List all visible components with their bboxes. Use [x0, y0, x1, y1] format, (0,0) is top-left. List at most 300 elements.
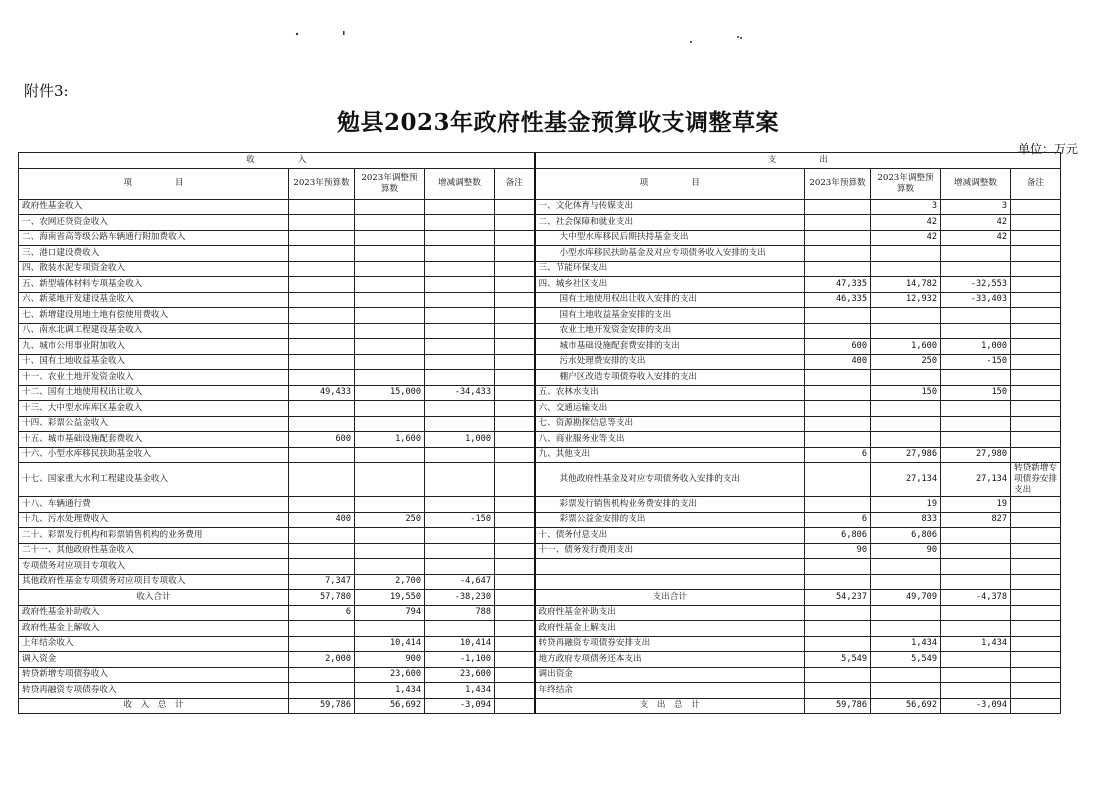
income-change-cell: -1,100: [425, 652, 495, 668]
income-item-cell: 上年结余收入: [19, 636, 289, 652]
income-change-cell: -38,230: [425, 590, 495, 606]
table-row: [19, 559, 1061, 575]
income-item-cell: 十四、彩票公益金收入: [19, 416, 289, 432]
table-row: [19, 432, 1061, 448]
income-item-cell: 收入合计: [19, 590, 289, 606]
table-row: [19, 292, 1061, 308]
expense-budget-cell: 59,786: [805, 698, 871, 714]
expense-adjusted-cell: 14,782: [871, 277, 941, 293]
income-adjusted-cell: 19,550: [355, 590, 425, 606]
expense-budget-cell: 600: [805, 339, 871, 355]
expense-note-cell: [1011, 636, 1061, 652]
income-change-header: 增减调整数: [425, 168, 495, 199]
income-change-cell: [425, 323, 495, 339]
expense-change-cell: [941, 370, 1011, 386]
expense-note-cell: [1011, 605, 1061, 621]
expense-item-cell: 十、债务付息支出: [535, 528, 805, 544]
income-note-cell: [495, 308, 535, 324]
expense-note-cell: [1011, 683, 1061, 699]
expense-budget-cell: [805, 432, 871, 448]
income-change-cell: -34,433: [425, 385, 495, 401]
expense-change-cell: 150: [941, 385, 1011, 401]
table-row: [19, 605, 1061, 621]
expense-note-cell: [1011, 354, 1061, 370]
expense-adjusted-cell: [871, 432, 941, 448]
expense-item-cell: 地方政府专项债务还本支出: [535, 652, 805, 668]
table-row: [19, 497, 1061, 513]
expense-change-cell: 1,000: [941, 339, 1011, 355]
income-note-cell: [495, 432, 535, 448]
income-change-cell: [425, 308, 495, 324]
expense-change-header: 增减调整数: [941, 168, 1011, 199]
table-row: [19, 385, 1061, 401]
expense-adjusted-cell: 1,600: [871, 339, 941, 355]
income-change-cell: [425, 621, 495, 637]
expense-change-cell: [941, 416, 1011, 432]
income-change-cell: 1,000: [425, 432, 495, 448]
expense-change-cell: 42: [941, 230, 1011, 246]
income-note-cell: [495, 416, 535, 432]
table-row: [19, 246, 1061, 262]
table-row: [19, 277, 1061, 293]
expense-note-cell: [1011, 370, 1061, 386]
annex-label: 附件3:: [24, 82, 69, 100]
income-header: 收 入: [19, 153, 535, 169]
expense-budget-cell: [805, 199, 871, 215]
expense-note-cell: [1011, 447, 1061, 463]
expense-budget-cell: [805, 667, 871, 683]
expense-budget-cell: [805, 497, 871, 513]
expense-item-cell: [535, 559, 805, 575]
income-adjusted-cell: 1,600: [355, 432, 425, 448]
expense-note-cell: [1011, 199, 1061, 215]
income-note-cell: [495, 447, 535, 463]
income-adjusted-cell: [355, 246, 425, 262]
expense-item-cell: 六、交通运输支出: [535, 401, 805, 417]
income-note-cell: [495, 463, 535, 497]
income-item-cell: 七、新增建设用地土地有偿使用费收入: [19, 308, 289, 324]
income-note-cell: [495, 497, 535, 513]
expense-change-cell: 1,434: [941, 636, 1011, 652]
income-item-cell: 收 入 总 计: [19, 698, 289, 714]
expense-adjusted-cell: 90: [871, 543, 941, 559]
expense-budget-cell: [805, 636, 871, 652]
table-row: [19, 543, 1061, 559]
income-change-cell: [425, 559, 495, 575]
income-change-cell: [425, 339, 495, 355]
expense-change-cell: 27,134: [941, 463, 1011, 497]
income-budget-cell: [289, 416, 355, 432]
expense-adjusted-cell: [871, 605, 941, 621]
expense-change-cell: 19: [941, 497, 1011, 513]
income-item-cell: 十九、污水处理费收入: [19, 512, 289, 528]
expense-note-cell: [1011, 574, 1061, 590]
income-budget-cell: [289, 636, 355, 652]
expense-change-cell: -33,403: [941, 292, 1011, 308]
income-note-cell: [495, 385, 535, 401]
expense-budget-cell: [805, 261, 871, 277]
expense-budget-cell: 46,335: [805, 292, 871, 308]
income-budget-cell: [289, 230, 355, 246]
income-note-cell: [495, 590, 535, 606]
table-row: [19, 447, 1061, 463]
expense-item-cell: 国有土地使用权出让收入安排的支出: [535, 292, 805, 308]
expense-change-cell: [941, 621, 1011, 637]
expense-adjusted-cell: 6,806: [871, 528, 941, 544]
income-adjusted-cell: [355, 559, 425, 575]
income-adjusted-cell: 900: [355, 652, 425, 668]
expense-adjusted-cell: [871, 621, 941, 637]
income-adjusted-cell: [355, 621, 425, 637]
expense-adjusted-cell: 150: [871, 385, 941, 401]
income-budget-cell: [289, 447, 355, 463]
income-budget-cell: [289, 528, 355, 544]
expense-adjusted-cell: [871, 370, 941, 386]
expense-item-cell: 彩票发行销售机构业务费安排的支出: [535, 497, 805, 513]
income-note-cell: [495, 621, 535, 637]
expense-adjusted-header: 2023年调整预算数: [871, 168, 941, 199]
expense-budget-cell: [805, 605, 871, 621]
table-row: [19, 698, 1061, 714]
income-note-cell: [495, 323, 535, 339]
expense-note-cell: [1011, 528, 1061, 544]
expense-note-cell: [1011, 667, 1061, 683]
expense-note-cell: [1011, 215, 1061, 231]
expense-note-cell: [1011, 230, 1061, 246]
income-budget-cell: [289, 246, 355, 262]
income-item-header: 项 目: [19, 168, 289, 199]
expense-change-cell: [941, 652, 1011, 668]
expense-item-header: 项 目: [535, 168, 805, 199]
table-row: [19, 590, 1061, 606]
table-row: [19, 667, 1061, 683]
expense-note-cell: [1011, 339, 1061, 355]
table-row: [19, 683, 1061, 699]
expense-note-cell: [1011, 277, 1061, 293]
expense-budget-cell: [805, 463, 871, 497]
income-budget-cell: 600: [289, 432, 355, 448]
expense-note-cell: [1011, 292, 1061, 308]
income-item-cell: 十五、城市基础设施配套费收入: [19, 432, 289, 448]
income-note-cell: [495, 370, 535, 386]
expense-adjusted-cell: 833: [871, 512, 941, 528]
income-note-cell: [495, 401, 535, 417]
expense-adjusted-cell: 5,549: [871, 652, 941, 668]
income-adjusted-cell: [355, 543, 425, 559]
expense-note-cell: [1011, 512, 1061, 528]
income-budget-cell: [289, 667, 355, 683]
expense-budget-cell: 6: [805, 512, 871, 528]
income-note-cell: [495, 528, 535, 544]
expense-item-cell: 二、社会保障和就业支出: [535, 215, 805, 231]
expense-adjusted-cell: [871, 559, 941, 575]
income-item-cell: 五、新型墙体材料专项基金收入: [19, 277, 289, 293]
expense-item-cell: 九、其他支出: [535, 447, 805, 463]
expense-item-cell: 彩票公益金安排的支出: [535, 512, 805, 528]
income-item-cell: 六、新菜地开发建设基金收入: [19, 292, 289, 308]
expense-item-cell: 小型水库移民扶助基金及对应专项债务收入安排的支出: [535, 246, 805, 262]
income-budget-cell: 2,000: [289, 652, 355, 668]
expense-item-cell: 三、节能环保支出: [535, 261, 805, 277]
table-row: [19, 339, 1061, 355]
expense-adjusted-cell: [871, 574, 941, 590]
income-item-cell: 二十一、其他政府性基金收入: [19, 543, 289, 559]
expense-header: 支 出: [535, 153, 1061, 169]
expense-item-cell: 国有土地收益基金安排的支出: [535, 308, 805, 324]
expense-note-cell: [1011, 652, 1061, 668]
income-budget-cell: 7,347: [289, 574, 355, 590]
expense-budget-cell: 400: [805, 354, 871, 370]
income-adjusted-cell: [355, 277, 425, 293]
expense-note-cell: [1011, 621, 1061, 637]
expense-change-cell: 27,980: [941, 447, 1011, 463]
expense-adjusted-cell: [871, 308, 941, 324]
expense-adjusted-cell: 250: [871, 354, 941, 370]
income-item-cell: 二、海南省高等级公路车辆通行附加费收入: [19, 230, 289, 246]
income-adjusted-header: 2023年调整预算数: [355, 168, 425, 199]
table-row: [19, 512, 1061, 528]
income-note-cell: [495, 339, 535, 355]
income-note-cell: [495, 543, 535, 559]
expense-adjusted-cell: [871, 323, 941, 339]
income-budget-cell: [289, 497, 355, 513]
income-budget-cell: [289, 683, 355, 699]
expense-adjusted-cell: 19: [871, 497, 941, 513]
expense-change-cell: [941, 323, 1011, 339]
income-item-cell: 十七、国家重大水利工程建设基金收入: [19, 463, 289, 497]
expense-note-cell: [1011, 543, 1061, 559]
income-adjusted-cell: [355, 230, 425, 246]
expense-item-cell: 转贷再融资专项债券安排支出: [535, 636, 805, 652]
expense-budget-cell: 5,549: [805, 652, 871, 668]
income-budget-cell: [289, 199, 355, 215]
income-adjusted-cell: [355, 447, 425, 463]
income-budget-cell: [289, 559, 355, 575]
expense-budget-cell: [805, 416, 871, 432]
expense-adjusted-cell: [871, 683, 941, 699]
income-item-cell: 十三、大中型水库库区基金收入: [19, 401, 289, 417]
income-item-cell: 九、城市公用事业附加收入: [19, 339, 289, 355]
expense-item-cell: 政府性基金补助支出: [535, 605, 805, 621]
income-change-cell: [425, 261, 495, 277]
expense-change-cell: 42: [941, 215, 1011, 231]
income-note-cell: [495, 199, 535, 215]
expense-budget-cell: [805, 246, 871, 262]
income-adjusted-cell: 794: [355, 605, 425, 621]
income-adjusted-cell: [355, 401, 425, 417]
income-change-cell: [425, 354, 495, 370]
income-item-cell: 政府性基金上解收入: [19, 621, 289, 637]
income-adjusted-cell: 1,434: [355, 683, 425, 699]
expense-item-cell: [535, 574, 805, 590]
expense-change-cell: -3,094: [941, 698, 1011, 714]
income-change-cell: [425, 401, 495, 417]
income-budget-cell: [289, 401, 355, 417]
income-note-cell: [495, 683, 535, 699]
expense-budget-cell: [805, 574, 871, 590]
expense-budget-cell: 6: [805, 447, 871, 463]
income-change-cell: 788: [425, 605, 495, 621]
expense-adjusted-cell: 3: [871, 199, 941, 215]
income-adjusted-cell: [355, 199, 425, 215]
expense-item-cell: 污水处理费安排的支出: [535, 354, 805, 370]
income-change-cell: [425, 277, 495, 293]
income-item-cell: 转贷新增专项债券收入: [19, 667, 289, 683]
table-row: [19, 199, 1061, 215]
expense-adjusted-cell: 42: [871, 215, 941, 231]
income-note-cell: [495, 292, 535, 308]
expense-change-cell: [941, 261, 1011, 277]
expense-change-cell: [941, 308, 1011, 324]
income-note-cell: [495, 246, 535, 262]
income-note-cell: [495, 636, 535, 652]
expense-change-cell: 3: [941, 199, 1011, 215]
expense-item-cell: 一、文化体育与传媒支出: [535, 199, 805, 215]
income-note-header: 备注: [495, 168, 535, 199]
expense-budget-cell: 54,237: [805, 590, 871, 606]
expense-change-cell: -150: [941, 354, 1011, 370]
budget-table: [18, 152, 1061, 714]
expense-budget-cell: 6,806: [805, 528, 871, 544]
income-adjusted-cell: 10,414: [355, 636, 425, 652]
income-budget-cell: 6: [289, 605, 355, 621]
expense-item-cell: 城市基础设施配套费安排的支出: [535, 339, 805, 355]
expense-change-cell: [941, 246, 1011, 262]
expense-note-cell: [1011, 698, 1061, 714]
income-note-cell: [495, 652, 535, 668]
income-item-cell: 十二、国有土地使用权出让收入: [19, 385, 289, 401]
income-note-cell: [495, 277, 535, 293]
table-row: [19, 652, 1061, 668]
income-item-cell: 十六、小型水库移民扶助基金收入: [19, 447, 289, 463]
expense-budget-cell: [805, 370, 871, 386]
expense-note-cell: [1011, 401, 1061, 417]
income-item-cell: 四、散装水泥专项资金收入: [19, 261, 289, 277]
expense-item-cell: 政府性基金上解支出: [535, 621, 805, 637]
expense-item-cell: 十一、债务发行费用支出: [535, 543, 805, 559]
income-budget-cell: 59,786: [289, 698, 355, 714]
income-adjusted-cell: [355, 339, 425, 355]
income-note-cell: [495, 559, 535, 575]
expense-note-cell: [1011, 261, 1061, 277]
income-change-cell: [425, 230, 495, 246]
expense-item-cell: 棚户区改造专项债券收入安排的支出: [535, 370, 805, 386]
income-change-cell: [425, 497, 495, 513]
table-row: [19, 261, 1061, 277]
income-adjusted-cell: [355, 528, 425, 544]
expense-item-cell: 其他政府性基金及对应专项债务收入安排的支出: [535, 463, 805, 497]
table-row: [19, 215, 1061, 231]
expense-change-cell: -32,553: [941, 277, 1011, 293]
income-change-cell: [425, 292, 495, 308]
expense-note-cell: [1011, 432, 1061, 448]
income-change-cell: 1,434: [425, 683, 495, 699]
expense-note-header: 备注: [1011, 168, 1061, 199]
expense-note-cell: [1011, 416, 1061, 432]
table-row: [19, 636, 1061, 652]
expense-adjusted-cell: [871, 667, 941, 683]
income-adjusted-cell: 250: [355, 512, 425, 528]
expense-change-cell: [941, 667, 1011, 683]
expense-budget-cell: [805, 621, 871, 637]
expense-change-cell: [941, 401, 1011, 417]
income-budget-cell: 400: [289, 512, 355, 528]
income-budget-cell: [289, 323, 355, 339]
income-adjusted-cell: [355, 308, 425, 324]
table-row: [19, 370, 1061, 386]
expense-budget-cell: [805, 215, 871, 231]
income-note-cell: [495, 667, 535, 683]
expense-budget-cell: 90: [805, 543, 871, 559]
income-adjusted-cell: [355, 370, 425, 386]
table-row: [19, 308, 1061, 324]
expense-note-cell: [1011, 559, 1061, 575]
income-item-cell: 政府性基金收入: [19, 199, 289, 215]
expense-budget-cell: [805, 683, 871, 699]
expense-change-cell: [941, 432, 1011, 448]
expense-change-cell: [941, 574, 1011, 590]
income-adjusted-cell: [355, 261, 425, 277]
table-row: [19, 621, 1061, 637]
table-row: [19, 230, 1061, 246]
income-adjusted-cell: 15,000: [355, 385, 425, 401]
expense-adjusted-cell: 56,692: [871, 698, 941, 714]
income-item-cell: 一、农网还贷资金收入: [19, 215, 289, 231]
expense-item-cell: 五、农林水支出: [535, 385, 805, 401]
expense-item-cell: 农业土地开发资金安排的支出: [535, 323, 805, 339]
income-item-cell: 八、南水北调工程建设基金收入: [19, 323, 289, 339]
expense-budget-cell: [805, 385, 871, 401]
income-change-cell: -3,094: [425, 698, 495, 714]
income-change-cell: 23,600: [425, 667, 495, 683]
expense-budget-cell: [805, 323, 871, 339]
income-adjusted-cell: [355, 497, 425, 513]
income-budget-cell: [289, 215, 355, 231]
income-budget-cell: [289, 354, 355, 370]
unit-label: 单位：万元: [1017, 142, 1078, 156]
expense-item-cell: 调出资金: [535, 667, 805, 683]
expense-change-cell: [941, 559, 1011, 575]
expense-change-cell: [941, 605, 1011, 621]
income-budget-header: 2023年预算数: [289, 168, 355, 199]
income-budget-cell: [289, 339, 355, 355]
income-budget-cell: [289, 370, 355, 386]
income-note-cell: [495, 698, 535, 714]
expense-adjusted-cell: 49,709: [871, 590, 941, 606]
page-title: 勉县2023年政府性基金预算收支调整草案: [336, 109, 779, 136]
income-note-cell: [495, 230, 535, 246]
expense-adjusted-cell: [871, 261, 941, 277]
income-change-cell: [425, 416, 495, 432]
income-change-cell: [425, 370, 495, 386]
table-row: [19, 463, 1061, 497]
income-change-cell: [425, 199, 495, 215]
income-adjusted-cell: [355, 463, 425, 497]
table-row: [19, 416, 1061, 432]
income-item-cell: 二十、彩票发行机构和彩票销售机构的业务费用: [19, 528, 289, 544]
income-adjusted-cell: 23,600: [355, 667, 425, 683]
income-change-cell: 10,414: [425, 636, 495, 652]
expense-note-cell: [1011, 385, 1061, 401]
expense-item-cell: 四、城乡社区支出: [535, 277, 805, 293]
income-note-cell: [495, 261, 535, 277]
income-adjusted-cell: [355, 354, 425, 370]
income-budget-cell: [289, 261, 355, 277]
expense-note-cell: [1011, 497, 1061, 513]
table-row: [19, 528, 1061, 544]
expense-note-cell: [1011, 323, 1061, 339]
income-budget-cell: 57,780: [289, 590, 355, 606]
